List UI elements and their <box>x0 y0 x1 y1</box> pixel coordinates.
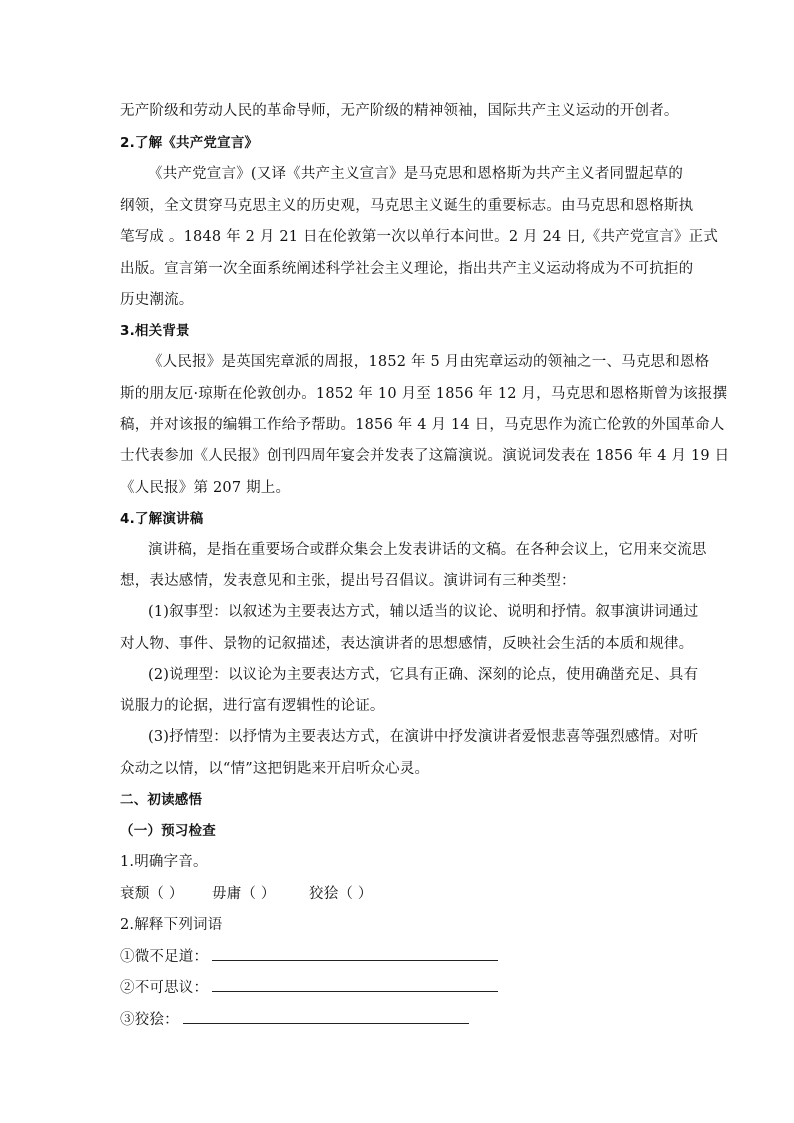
definition-item <box>120 1009 469 1030</box>
subsection-heading: （一）预习检查 <box>120 823 216 839</box>
definition-term: ②不可思议： <box>120 980 209 996</box>
paragraph-line: 斯的朋友厄·琼斯在伦敦创办。1852 年 10 月至 1856 年 12 月，马克思和恩格斯曾为该报撰 <box>120 386 728 402</box>
paragraph-line: 稿，并对该报的编辑工作给予帮助。1856 年 4 月 14 日，马克思作为流亡伦敦的外国革命人 <box>120 417 725 433</box>
section-heading: 3.相关背景 <box>120 323 190 339</box>
paragraph-line: (3)抒情型：以抒情为主要表达方式，在演讲中抒发演讲者爱恨悲喜等强烈感情。对听 <box>148 729 699 745</box>
definition-item <box>120 946 498 967</box>
paragraph-line: 笔写成 。1848 年 2 月 21 日在伦敦第一次以单行本问世。2 月 24 日,《共产党宣言》正式 <box>120 229 719 245</box>
paragraph-line: 说服力的论据，进行富有逻辑性的论证。 <box>120 698 385 714</box>
paragraph-line: 《人民报》是英国宪章派的周报，1852 年 5 月由宪章运动的领袖之一、马克思和恩格 <box>148 354 710 370</box>
paragraph-line: 演讲稿，是指在重要场合或群众集会上发表讲话的文稿。在各种会议上，它用来交流思 <box>148 542 707 558</box>
paragraph-line: 想，表达感情，发表意见和主张，提出号召倡议。演讲词有三种类型： <box>120 573 576 589</box>
paragraph-line: 《共产党宣言》(又译《共产主义宣言》是马克思和恩格斯为共产主义者同盟起草的 <box>148 166 684 182</box>
definition-term: ①微不足道： <box>120 949 209 965</box>
paragraph-line: 《人民报》第 207 期上。 <box>120 480 291 496</box>
paragraph-line: 无产阶级和劳动人民的革命导师，无产阶级的精神领袖，国际共产主义运动的开创者。 <box>120 103 679 119</box>
part-heading: 二、初读感悟 <box>120 792 203 808</box>
paragraph-line: 出版。宣言第一次全面系统阐述科学社会主义理论，指出共产主义运动将成为不可抗拒的 <box>120 261 694 277</box>
pinyin-item: 衰颓（ ） <box>120 886 184 902</box>
pinyin-item: 狡狯（ ） <box>309 886 373 902</box>
question-label: 2.解释下列词语 <box>120 917 223 933</box>
definition-term: ③狡狯： <box>120 1012 179 1028</box>
paragraph-line: (1)叙事型：以叙述为主要表达方式，辅以适当的议论、说明和抒情。叙事演讲词通过 <box>148 604 699 620</box>
section-heading: 2.了解《共产党宣言》 <box>120 135 259 151</box>
pinyin-item: 毋庸（ ） <box>212 886 276 902</box>
definition-item <box>120 977 498 998</box>
paragraph-line: 对人物、事件、景物的记叙描述，表达演讲者的思想感情，反映社会生活的本质和规律。 <box>120 636 694 652</box>
paragraph-line: 士代表参加《人民报》创刊四周年宴会并发表了这篇演说。演说词发表在 1856 年 4 月 19 日 <box>120 448 730 464</box>
question-label: 1.明确字音。 <box>120 854 208 870</box>
paragraph-line: 历史潮流。 <box>120 292 194 308</box>
answer-blank[interactable] <box>212 946 498 961</box>
paragraph-line: 众动之以情，以“情”这把钥匙来开启听众心灵。 <box>120 761 430 777</box>
paragraph-line: (2)说理型：以议论为主要表达方式，它具有正确、深刻的论点，使用确凿充足、具有 <box>148 667 699 683</box>
answer-blank[interactable] <box>183 1009 469 1024</box>
answer-blank[interactable] <box>212 977 498 992</box>
section-heading: 4.了解演讲稿 <box>120 511 204 527</box>
paragraph-line: 纲领，全文贯穿马克思主义的历史观，马克思主义诞生的重要标志。由马克思和恩格斯执 <box>120 198 694 214</box>
